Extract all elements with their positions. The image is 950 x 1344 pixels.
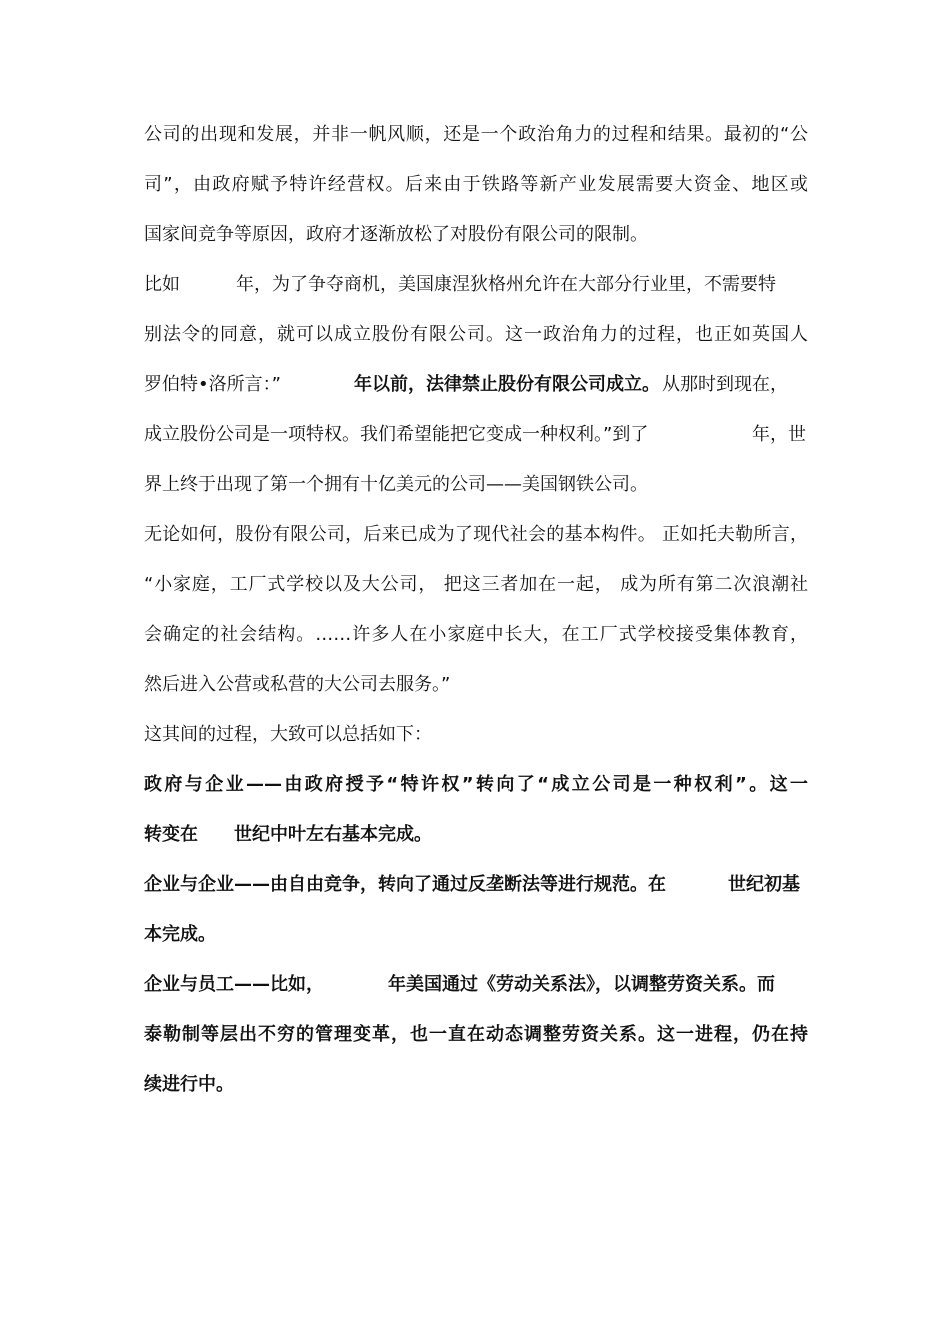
paragraph-6-line-1 — [144, 869, 808, 901]
paragraph-2-line-3 — [144, 369, 808, 401]
paragraph-6-line-1-right: 世纪初基 — [728, 874, 800, 895]
paragraph-1-line-1: 公司的出现和发展，并非一帆风顺，还是一个政治角力的过程和结果。最初的“公 — [144, 124, 808, 145]
paragraph-7-line-1-left: 企业与员工——比如， — [144, 974, 324, 995]
paragraph-5-line-2 — [144, 819, 808, 851]
paragraph-2-line-4-left: 成立股份公司是一项特权。我们希望能把它变成一种权利。”到了 — [144, 424, 649, 445]
paragraph-3-line-3: 会确定的社会结构。……许多人在小家庭中长大，在工厂式学校接受集体教育， — [144, 624, 808, 645]
paragraph-2-line-3-left: 罗伯特•洛所言：” — [144, 374, 281, 395]
paragraph-5-line-2-right: 世纪中叶左右基本完成。 — [234, 824, 432, 845]
paragraph-2-line-2: 别法令的同意，就可以成立股份有限公司。这一政治角力的过程，也正如英国人 — [144, 324, 808, 345]
paragraph-7-line-3: 续进行中。 — [144, 1074, 234, 1095]
paragraph-7-line-1-right: 年美国通过《劳动关系法》，以调整劳资关系。而 — [388, 974, 775, 995]
paragraph-2-line-1 — [144, 269, 808, 301]
paragraph-4-line-1: 这其间的过程，大致可以总括如下： — [144, 724, 432, 745]
paragraph-5-line-2-left: 转变在 — [144, 824, 198, 845]
paragraph-2-line-3-bold: 年以前，法律禁止股份有限公司成立。 — [354, 374, 660, 395]
paragraph-5-line-1: 政府与企业——由政府授予“特许权”转向了“成立公司是一种权利”。这一 — [144, 774, 808, 795]
paragraph-2-line-4 — [144, 419, 808, 451]
paragraph-2-line-4-right: 年，世 — [752, 424, 806, 445]
paragraph-6-line-1-left: 企业与企业——由自由竞争，转向了通过反垄断法等进行规范。在 — [144, 874, 666, 895]
paragraph-3-line-2: “小家庭，工厂式学校以及大公司， 把这三者加在一起， 成为所有第二次浪潮社 — [144, 574, 808, 595]
paragraph-1-line-3: 国家间竞争等原因，政府才逐渐放松了对股份有限公司的限制。 — [144, 224, 648, 245]
paragraph-7-line-2: 泰勒制等层出不穷的管理变革，也一直在动态调整劳资关系。这一进程，仍在持 — [144, 1024, 808, 1045]
paragraph-3-line-1: 无论如何，股份有限公司，后来已成为了现代社会的基本构件。 正如托夫勒所言， — [144, 524, 808, 545]
paragraph-2-line-1-left: 比如 — [144, 274, 180, 295]
paragraph-2-line-1-right: 年，为了争夺商机，美国康涅狄格州允许在大部分行业里，不需要特 — [236, 274, 776, 295]
paragraph-2-line-3-right: 从那时到现在， — [662, 374, 788, 395]
paragraph-2-line-5: 界上终于出现了第一个拥有十亿美元的公司——美国钢铁公司。 — [144, 474, 648, 495]
paragraph-3-line-4: 然后进入公营或私营的大公司去服务。” — [144, 674, 451, 695]
paragraph-7-line-1 — [144, 969, 808, 1001]
paragraph-1-line-2: 司”，由政府赋予特许经营权。后来由于铁路等新产业发展需要大资金、地区或 — [144, 174, 808, 195]
paragraph-6-line-2: 本完成。 — [144, 924, 216, 945]
